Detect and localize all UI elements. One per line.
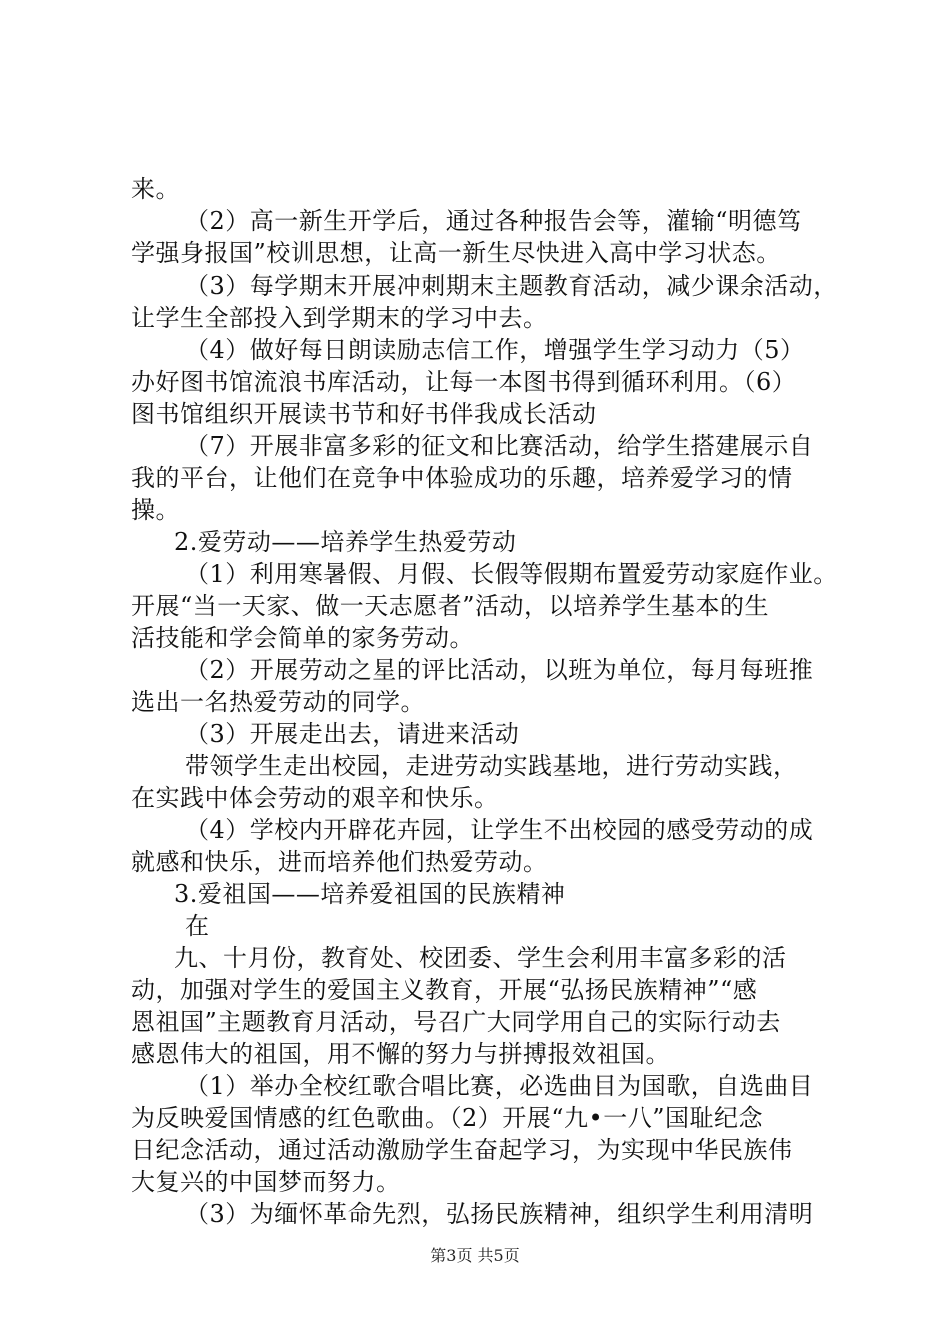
text-line: 操。 <box>131 496 180 524</box>
text-line: 选出一名热爱劳动的同学。 <box>131 688 425 716</box>
text-line: （3）为缅怀革命先烈，弘扬民族精神，组织学生利用清明 <box>185 1200 814 1228</box>
text-line: （1）举办全校红歌合唱比赛，必选曲目为国歌，自选曲目 <box>185 1072 814 1100</box>
text-line: 日纪念活动，通过活动激励学生奋起学习，为实现中华民族伟 <box>131 1136 793 1164</box>
text-line: 开展“当一天家、做一天志愿者”活动，以培养学生基本的生 <box>131 592 770 620</box>
section-heading: 2.爱劳动——培养学生热爱劳动 <box>174 528 517 556</box>
text-line: （3）开展走出去，请进来活动 <box>185 720 520 748</box>
text-line: （3）每学期末开展冲刺期末主题教育活动，减少课余活动， <box>185 272 838 300</box>
section-heading: 3.爱祖国——培养爱祖国的民族精神 <box>174 880 566 908</box>
text-line: 在 <box>185 912 210 940</box>
text-line: 我的平台，让他们在竞争中体验成功的乐趣，培养爱学习的情 <box>131 464 793 492</box>
text-line: 为反映爱国情感的红色歌曲。（2）开展“九•一八”国耻纪念 <box>131 1104 763 1132</box>
text-line: （1）利用寒暑假、月假、长假等假期布置爱劳动家庭作业。 <box>185 560 838 588</box>
text-line: 图书馆组织开展读书节和好书伴我成长活动 <box>131 400 597 428</box>
text-line: （4）学校内开辟花卉园，让学生不出校园的感受劳动的成 <box>185 816 814 844</box>
text-line: 来。 <box>131 175 180 203</box>
text-line: 恩祖国”主题教育月活动，号召广大同学用自己的实际行动去 <box>131 1008 781 1036</box>
text-line: （2）开展劳动之星的评比活动，以班为单位，每月每班推 <box>185 656 814 684</box>
text-line: 感恩伟大的祖国，用不懈的努力与拼搏报效祖国。 <box>131 1040 670 1068</box>
text-line: 带领学生走出校园，走进劳动实践基地，进行劳动实践， <box>185 752 798 780</box>
text-line: 大复兴的中国梦而努力。 <box>131 1168 401 1196</box>
page-number-footer: 第3页 共5页 <box>430 1246 520 1265</box>
text-line: 九、十月份，教育处、校团委、学生会利用丰富多彩的活 <box>174 944 787 972</box>
text-line: （7）开展非富多彩的征文和比赛活动，给学生搭建展示自 <box>185 432 814 460</box>
text-line: 就感和快乐，进而培养他们热爱劳动。 <box>131 848 548 876</box>
text-line: 学强身报国”校训思想，让高一新生尽快进入高中学习状态。 <box>131 239 781 267</box>
text-line: 在实践中体会劳动的艰辛和快乐。 <box>131 784 499 812</box>
text-line: 让学生全部投入到学期末的学习中去。 <box>131 304 548 332</box>
text-line: （2）高一新生开学后，通过各种报告会等，灌输“明德笃 <box>185 207 802 235</box>
text-line: 办好图书馆流浪书库活动，让每一本图书得到循环利用。（6） <box>131 368 797 396</box>
text-line: 活技能和学会简单的家务劳动。 <box>131 624 474 652</box>
text-line: 动，加强对学生的爱国主义教育，开展“弘扬民族精神”“感 <box>131 976 758 1004</box>
text-line: （4）做好每日朗读励志信工作，增强学生学习动力（5） <box>185 336 805 364</box>
